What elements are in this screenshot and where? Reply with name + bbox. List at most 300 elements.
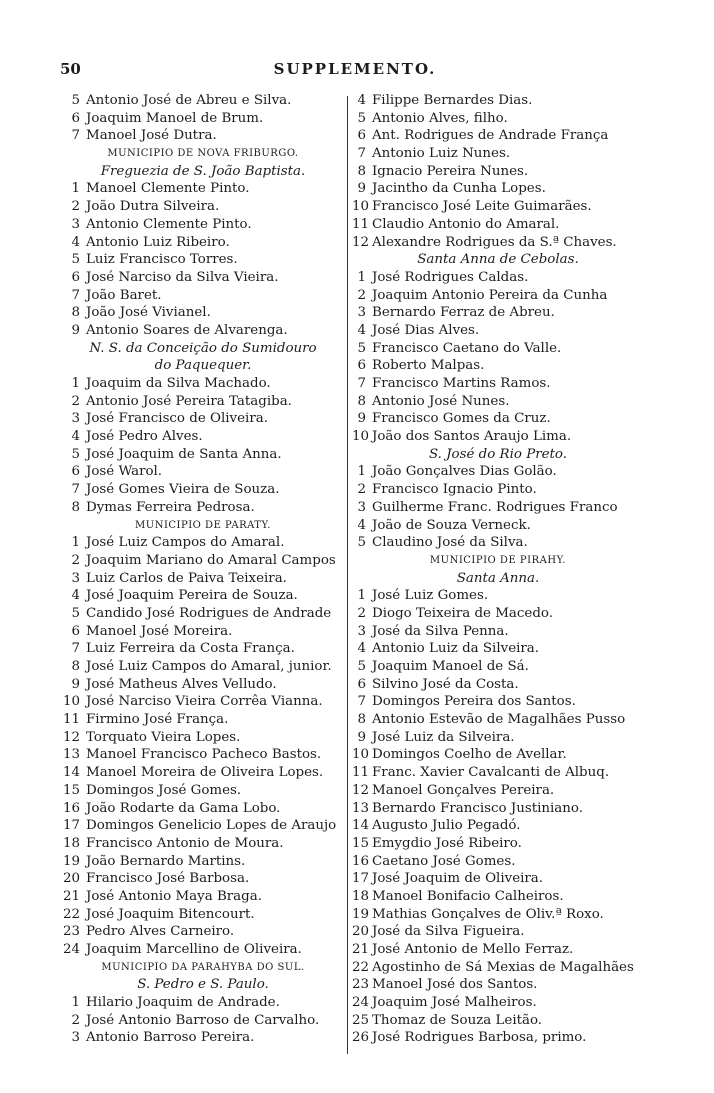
parish-heading: Santa Anna de Cebolas.: [417, 252, 579, 268]
item-name: Bernardo Ferraz de Abreu.: [372, 305, 555, 321]
item-name: Roberto Malpas.: [372, 358, 485, 374]
list-item: [60, 216, 346, 234]
item-number: 2: [357, 287, 366, 303]
list-item: [60, 640, 346, 658]
item-name: Agostinho de Sá Mexias de Magalhães: [372, 959, 634, 975]
item-name: José Luiz da Silveira.: [372, 729, 515, 745]
list-item: [352, 693, 644, 711]
item-number: 19: [352, 906, 370, 922]
item-name: Domingos José Gomes.: [86, 782, 242, 798]
item-name: João dos Santos Araujo Lima.: [372, 429, 572, 445]
list-item: [352, 658, 644, 676]
item-name: Manoel Bonifacio Calheiros.: [372, 888, 564, 904]
page-number: 50: [60, 60, 81, 78]
item-name: Joaquim Mariano do Amaral Campos: [86, 552, 336, 568]
item-number: 9: [71, 676, 80, 692]
item-name: José Pedro Alves.: [86, 429, 203, 445]
list-item: [60, 693, 346, 711]
item-name: José Joaquim de Santa Anna.: [86, 446, 282, 462]
item-number: 2: [357, 605, 366, 621]
list-item: [60, 853, 346, 871]
list-item: [352, 1012, 644, 1030]
list-item: [60, 1029, 346, 1047]
list-item: [352, 941, 644, 959]
item-name: Francisco José Leite Guimarães.: [372, 199, 592, 215]
list-item: [60, 941, 346, 959]
item-name: Domingos Pereira dos Santos.: [372, 694, 576, 710]
page-header: [60, 60, 650, 82]
item-name: Firmino José França.: [86, 712, 229, 728]
item-number: 16: [352, 853, 370, 869]
item-name: João Dutra Silveira.: [86, 199, 220, 215]
item-number: 4: [71, 234, 80, 250]
list-item: [60, 92, 346, 110]
item-name: Ant. Rodrigues de Andrade França: [372, 128, 609, 144]
item-name: Thomaz de Souza Leitão.: [372, 1012, 543, 1028]
item-number: 7: [71, 641, 80, 657]
list-item: [60, 994, 346, 1012]
item-number: 3: [71, 1030, 80, 1046]
item-number: 5: [71, 93, 80, 108]
list-item: [352, 481, 644, 499]
item-number: 20: [352, 924, 370, 940]
item-name: Joaquim Marcellino de Oliveira.: [86, 942, 302, 957]
municipality-heading: MUNICIPIO DE PIRAHY.: [429, 554, 567, 566]
item-name: Claudio Antonio do Amaral.: [372, 216, 560, 232]
item-name: Bernardo Francisco Justiniano.: [372, 800, 583, 816]
list-item: [352, 375, 644, 393]
list-item: [352, 269, 644, 287]
list-item: [60, 499, 346, 517]
list-item: [60, 906, 346, 924]
list-item: [60, 410, 346, 428]
item-number: 1: [357, 464, 366, 480]
item-name: José Joaquim Bitencourt.: [86, 906, 255, 922]
item-number: 18: [352, 888, 370, 904]
item-name: Joaquim José Malheiros.: [372, 995, 537, 1011]
list-item: [352, 853, 644, 871]
item-name: José Luiz Campos do Amaral, junior.: [86, 659, 332, 674]
item-number: 24: [352, 995, 370, 1011]
item-number: 7: [71, 128, 80, 144]
item-number: 7: [357, 376, 366, 391]
item-name: Filippe Bernardes Dias.: [372, 93, 533, 108]
item-name: Alexandre Rodrigues da S.ª Chaves.: [372, 234, 617, 250]
list-item: [60, 198, 346, 216]
item-number: 26: [352, 1030, 370, 1046]
item-name: José Antonio de Mello Ferraz.: [372, 942, 574, 957]
item-number: 23: [62, 924, 80, 940]
item-name: Manoel Francisco Pacheco Bastos.: [86, 747, 322, 763]
item-number: 1: [357, 269, 366, 285]
item-number: 11: [352, 216, 370, 232]
item-name: José Matheus Alves Velludo.: [86, 676, 277, 692]
list-item: [352, 499, 644, 517]
item-name: José Rodrigues Barbosa, primo.: [372, 1030, 587, 1046]
item-number: 14: [352, 818, 370, 834]
list-item: [352, 92, 644, 110]
list-item: [60, 782, 346, 800]
item-name: Manoel José dos Santos.: [372, 977, 538, 993]
item-number: 9: [357, 411, 366, 427]
item-name: Antonio Luiz Nunes.: [372, 146, 511, 162]
list-item: [60, 764, 346, 782]
item-number: 14: [62, 765, 80, 781]
list-item: [352, 410, 644, 428]
list-item: [352, 428, 644, 446]
item-name: Dymas Ferreira Pedrosa.: [86, 499, 255, 515]
list-item: [352, 587, 644, 605]
list-item: [352, 835, 644, 853]
list-item: [60, 835, 346, 853]
item-number: 15: [352, 835, 370, 851]
item-number: 1: [71, 995, 80, 1011]
item-name: Antonio Barroso Pereira.: [86, 1030, 255, 1046]
item-number: 5: [71, 252, 80, 268]
item-number: 4: [71, 429, 80, 445]
item-name: José da Silva Penna.: [372, 623, 509, 639]
item-name: José Luiz Campos do Amaral.: [86, 535, 285, 551]
item-name: Francisco Ignacio Pinto.: [372, 482, 537, 498]
item-number: 2: [71, 393, 80, 409]
item-number: 6: [357, 358, 366, 374]
item-number: 7: [71, 287, 80, 303]
list-item: [60, 322, 346, 340]
item-number: 2: [71, 199, 80, 215]
item-number: 5: [357, 340, 366, 356]
list-item: [60, 711, 346, 729]
list-item: [352, 1029, 644, 1047]
item-name: Claudino José da Silva.: [372, 535, 528, 551]
item-number: 6: [71, 269, 80, 285]
parish-heading: S. Pedro e S. Paulo.: [137, 977, 269, 993]
list-item: [60, 304, 346, 322]
list-item: [352, 729, 644, 747]
item-name: Francisco Martins Ramos.: [372, 376, 551, 391]
item-name: João Gonçalves Dias Golão.: [372, 464, 557, 480]
item-name: Antonio Alves, filho.: [372, 110, 508, 126]
list-item: [60, 658, 346, 676]
list-item: [352, 322, 644, 340]
item-number: 11: [62, 712, 80, 728]
item-name: Domingos Genelicio Lopes de Araujo: [86, 818, 337, 834]
item-number: 6: [71, 623, 80, 639]
item-number: 13: [352, 800, 370, 816]
item-name: Guilherme Franc. Rodrigues Franco: [372, 499, 618, 515]
item-number: 3: [357, 305, 366, 321]
item-number: 20: [62, 871, 80, 887]
list-item: [352, 640, 644, 658]
item-number: 3: [357, 499, 366, 515]
list-item: [352, 393, 644, 411]
item-name: Mathias Gonçalves de Oliv.ª Roxo.: [372, 906, 604, 922]
list-item: [60, 623, 346, 641]
list-item: [60, 800, 346, 818]
list-item: [60, 605, 346, 623]
list-item: [352, 959, 644, 977]
item-name: Francisco Antonio de Moura.: [86, 835, 284, 851]
item-number: 19: [62, 853, 80, 869]
list-item: [60, 817, 346, 835]
item-number: 25: [352, 1012, 370, 1028]
list-item: [352, 304, 644, 322]
item-number: 10: [62, 694, 80, 710]
list-item: [60, 287, 346, 305]
item-number: 12: [62, 729, 80, 745]
item-number: 3: [71, 216, 80, 232]
municipality-heading: MUNICIPIO DA PARAHYBA DO SUL.: [101, 961, 305, 973]
list-item: [60, 251, 346, 269]
item-number: 1: [357, 588, 366, 604]
item-name: Franc. Xavier Cavalcanti de Albuq.: [372, 765, 610, 781]
item-name: Luiz Carlos de Paiva Teixeira.: [86, 570, 287, 586]
item-name: José Francisco de Oliveira.: [86, 411, 268, 427]
list-item: [352, 110, 644, 128]
item-name: José Warol.: [86, 464, 163, 480]
list-item: [352, 623, 644, 641]
item-name: Francisco Gomes da Cruz.: [372, 411, 551, 427]
item-number: 24: [62, 942, 80, 957]
item-name: João de Souza Verneck.: [372, 517, 531, 533]
parish-heading: Freguezia de S. João Baptista.: [100, 163, 306, 179]
item-number: 9: [357, 729, 366, 745]
list-item: [352, 534, 644, 552]
item-number: 5: [357, 535, 366, 551]
list-item: [352, 180, 644, 198]
item-name: Domingos Coelho de Avellar.: [372, 747, 567, 763]
item-name: Joaquim Manoel de Brum.: [86, 110, 264, 126]
list-item: [352, 287, 644, 305]
list-item: [60, 127, 346, 145]
list-item: [352, 216, 644, 234]
item-number: 6: [71, 464, 80, 480]
item-number: 10: [352, 199, 370, 215]
item-name: Joaquim Antonio Pereira da Cunha: [372, 287, 608, 303]
list-item: [352, 711, 644, 729]
list-item: [60, 552, 346, 570]
item-name: Jacintho da Cunha Lopes.: [372, 181, 546, 197]
list-item: [352, 800, 644, 818]
list-item: [352, 923, 644, 941]
column-divider: [347, 96, 348, 1054]
list-item: [60, 180, 346, 198]
item-name: Manoel Clemente Pinto.: [86, 181, 250, 197]
item-name: Pedro Alves Carneiro.: [86, 924, 235, 940]
item-name: Antonio Luiz Ribeiro.: [86, 234, 230, 250]
item-number: 13: [62, 747, 80, 763]
item-number: 6: [357, 128, 366, 144]
list-item: [352, 605, 644, 623]
list-item: [60, 428, 346, 446]
list-item: [352, 817, 644, 835]
item-name: João Bernardo Martins.: [86, 853, 246, 869]
municipality-heading: MUNICIPIO DE NOVA FRIBURGO.: [107, 148, 299, 160]
item-name: José da Silva Figueira.: [372, 924, 525, 940]
item-number: 10: [352, 747, 370, 763]
item-name: Candido José Rodrigues de Andrade: [86, 605, 332, 621]
running-title: SUPPLEMENTO.: [273, 60, 437, 78]
item-number: 3: [71, 411, 80, 427]
item-number: 4: [357, 517, 366, 533]
item-name: Francisco José Barbosa.: [86, 871, 250, 887]
item-number: 9: [71, 322, 80, 338]
item-number: 11: [352, 765, 370, 781]
list-item: [352, 163, 644, 181]
item-name: Joaquim Manoel de Sá.: [372, 659, 529, 674]
item-name: Caetano José Gomes.: [372, 853, 516, 869]
list-item: [60, 481, 346, 499]
item-number: 3: [71, 570, 80, 586]
item-number: 23: [352, 977, 370, 993]
item-name: José Luiz Gomes.: [372, 588, 489, 604]
item-name: José Rodrigues Caldas.: [372, 269, 529, 285]
item-number: 4: [71, 588, 80, 604]
item-number: 22: [62, 906, 80, 922]
item-number: 4: [357, 322, 366, 338]
list-item: [60, 888, 346, 906]
item-name: Torquato Vieira Lopes.: [86, 729, 241, 745]
list-item: [60, 746, 346, 764]
item-name: Ignacio Pereira Nunes.: [372, 163, 529, 179]
list-item: [352, 976, 644, 994]
list-item: [60, 676, 346, 694]
item-name: Francisco Caetano do Valle.: [372, 340, 562, 356]
list-item: [352, 463, 644, 481]
item-number: 2: [357, 482, 366, 498]
item-name: José Antonio Barroso de Carvalho.: [86, 1012, 320, 1028]
item-name: José Dias Alves.: [372, 322, 480, 338]
parish-heading: Santa Anna.: [456, 570, 540, 586]
list-item: [352, 517, 644, 535]
item-name: José Joaquim Pereira de Souza.: [86, 588, 298, 604]
item-number: 8: [357, 163, 366, 179]
item-number: 17: [62, 818, 80, 834]
item-number: 7: [357, 146, 366, 162]
item-name: Antonio Soares de Alvarenga.: [86, 322, 288, 338]
list-item: [60, 234, 346, 252]
list-item: [60, 1012, 346, 1030]
item-name: Antonio Estevão de Magalhães Pusso: [372, 712, 626, 728]
list-item: [352, 234, 644, 252]
item-number: 9: [357, 181, 366, 197]
item-number: 12: [352, 782, 370, 798]
item-name: Hilario Joaquim de Andrade.: [86, 995, 280, 1011]
list-item: [60, 446, 346, 464]
list-item: [352, 782, 644, 800]
item-number: 6: [71, 110, 80, 126]
item-number: 8: [71, 499, 80, 515]
item-name: Antonio Luiz da Silveira.: [372, 641, 540, 657]
item-number: 15: [62, 782, 80, 798]
item-name: Manoel Moreira de Oliveira Lopes.: [86, 765, 324, 781]
list-item: [352, 198, 644, 216]
item-name: João José Vivianel.: [86, 305, 211, 321]
item-number: 4: [357, 641, 366, 657]
item-name: Manoel Gonçalves Pereira.: [372, 782, 555, 798]
list-item: [60, 729, 346, 747]
list-item: [60, 110, 346, 128]
list-item: [60, 269, 346, 287]
list-item: [352, 357, 644, 375]
item-number: 6: [357, 676, 366, 692]
item-number: 5: [357, 659, 366, 674]
item-number: 8: [357, 712, 366, 728]
left-column: [60, 92, 346, 1047]
item-name: Antonio Clemente Pinto.: [86, 216, 252, 232]
item-number: 5: [71, 446, 80, 462]
list-item: [60, 463, 346, 481]
item-name: Diogo Teixeira de Macedo.: [372, 605, 553, 621]
list-item: [60, 375, 346, 393]
parish-heading: N. S. da Conceição do Sumidouro: [89, 340, 317, 356]
item-name: João Rodarte da Gama Lobo.: [86, 800, 281, 816]
list-item: [60, 923, 346, 941]
item-name: Emygdio José Ribeiro.: [372, 835, 522, 851]
municipality-heading: MUNICIPIO DE PARATY.: [135, 519, 271, 531]
item-name: Manoel José Dutra.: [86, 128, 217, 144]
item-number: 8: [71, 305, 80, 321]
list-item: [352, 994, 644, 1012]
item-name: Joaquim da Silva Machado.: [86, 376, 271, 391]
item-number: 1: [71, 181, 80, 197]
item-number: 8: [71, 659, 80, 674]
right-column: [352, 92, 644, 1047]
item-number: 1: [71, 535, 80, 551]
item-number: 2: [71, 1012, 80, 1028]
item-name: Augusto Julio Pegadó.: [372, 818, 521, 834]
item-name: José Narciso Vieira Corrêa Vianna.: [86, 694, 323, 710]
list-item: [352, 676, 644, 694]
item-number: 7: [71, 482, 80, 498]
item-number: 12: [352, 234, 370, 250]
item-number: 17: [352, 871, 370, 887]
item-name: José Antonio Maya Braga.: [86, 888, 262, 904]
item-number: 5: [71, 605, 80, 621]
list-item: [60, 870, 346, 888]
list-item: [352, 764, 644, 782]
item-number: 8: [357, 393, 366, 409]
item-name: Antonio José de Abreu e Silva.: [86, 93, 292, 108]
item-number: 21: [352, 942, 370, 957]
item-name: Luiz Ferreira da Costa França.: [86, 641, 295, 657]
item-number: 1: [71, 376, 80, 391]
item-number: 18: [62, 835, 80, 851]
list-item: [352, 340, 644, 358]
item-name: Luiz Francisco Torres.: [86, 252, 238, 268]
list-item: [352, 888, 644, 906]
list-item: [352, 127, 644, 145]
item-number: 4: [357, 93, 366, 108]
list-item: [60, 393, 346, 411]
item-name: João Baret.: [86, 287, 162, 303]
item-name: Antonio José Pereira Tatagiba.: [86, 393, 292, 409]
item-name: José Narciso da Silva Vieira.: [86, 269, 279, 285]
list-item: [60, 570, 346, 588]
list-item: [60, 587, 346, 605]
item-number: 10: [352, 429, 370, 445]
item-name: José Gomes Vieira de Souza.: [86, 482, 280, 498]
list-item: [352, 870, 644, 888]
item-name: Manoel José Moreira.: [86, 623, 233, 639]
list-item: [60, 534, 346, 552]
item-name: José Joaquim de Oliveira.: [372, 871, 544, 887]
item-number: 3: [357, 623, 366, 639]
item-number: 2: [71, 552, 80, 568]
parish-heading: do Paquequer.: [154, 358, 252, 374]
list-item: [352, 746, 644, 764]
item-number: 21: [62, 888, 80, 904]
item-number: 22: [352, 959, 370, 975]
